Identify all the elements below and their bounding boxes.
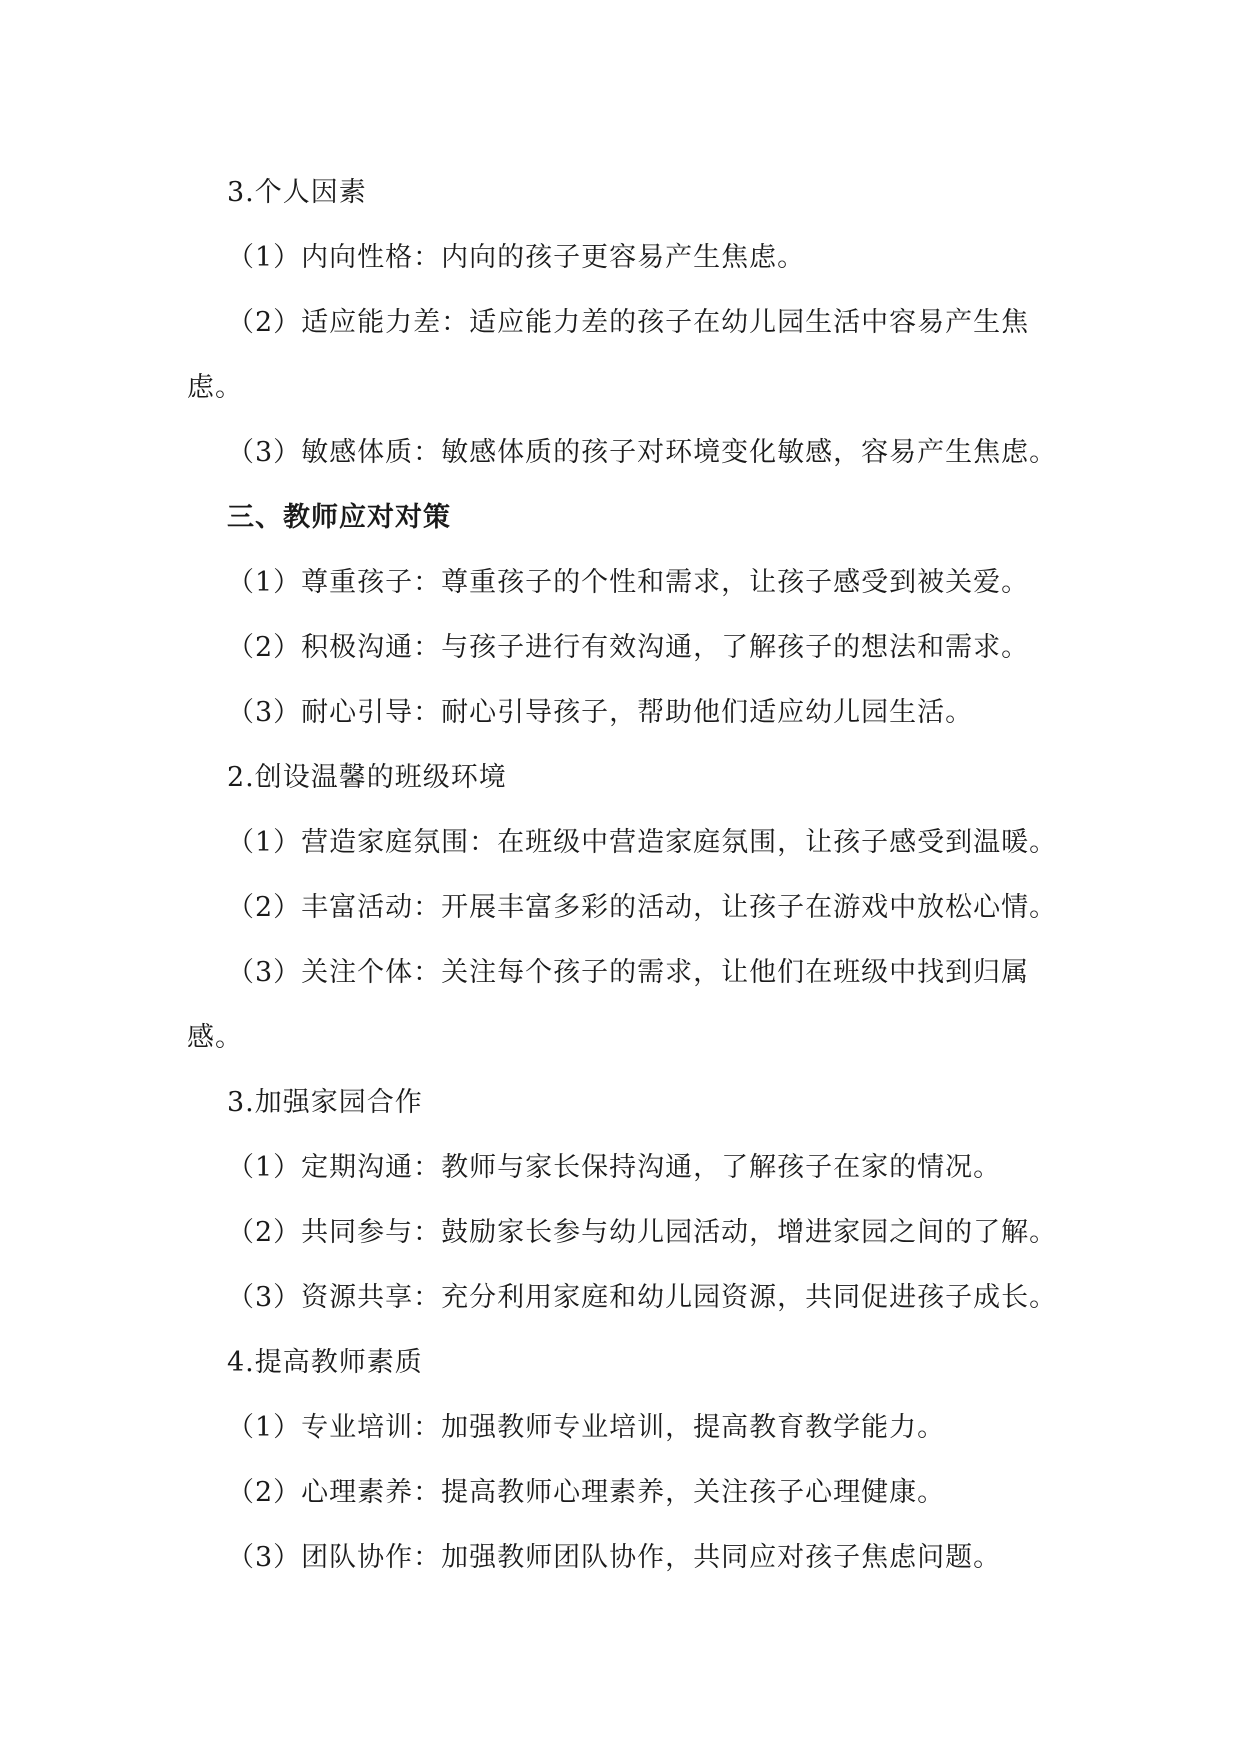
paragraph-patient-guidance: （3）耐心引导：耐心引导孩子，帮助他们适应幼儿园生活。 [227, 697, 974, 728]
paragraph-rich-activities: （2）丰富活动：开展丰富多彩的活动，让孩子在游戏中放松心情。 [227, 892, 1058, 923]
paragraph-respect-children: （1）尊重孩子：尊重孩子的个性和需求，让孩子感受到被关爱。 [227, 567, 1030, 598]
subsection-title-home-school-cooperation: 3.加强家园合作 [227, 1087, 423, 1118]
paragraph-psychological-literacy: （2）心理素养：提高教师心理素养，关注孩子心理健康。 [227, 1477, 946, 1508]
paragraph-focus-on-individuals: （3）关注个体：关注每个孩子的需求，让他们在班级中找到归属 [227, 957, 1030, 988]
subsection-title-teacher-quality: 4.提高教师素质 [227, 1347, 423, 1378]
paragraph-introverted-personality: （1）内向性格：内向的孩子更容易产生焦虑。 [227, 242, 806, 273]
paragraph-sensitive-constitution: （3）敏感体质：敏感体质的孩子对环境变化敏感，容易产生焦虑。 [227, 437, 1058, 468]
subsection-title-warm-class-environment: 2.创设温馨的班级环境 [227, 762, 507, 793]
paragraph-poor-adaptability: （2）适应能力差：适应能力差的孩子在幼儿园生活中容易产生焦 [227, 307, 1030, 338]
paragraph-regular-communication: （1）定期沟通：教师与家长保持沟通，了解孩子在家的情况。 [227, 1152, 1002, 1183]
paragraph-team-collaboration: （3）团队协作：加强教师团队协作，共同应对孩子焦虑问题。 [227, 1542, 1002, 1573]
document-body [187, 160, 1057, 1590]
paragraph-resource-sharing: （3）资源共享：充分利用家庭和幼儿园资源，共同促进孩子成长。 [227, 1282, 1058, 1313]
paragraph-focus-on-individuals-continued: 感。 [187, 1022, 243, 1053]
subsection-title-personal-factors: 3.个人因素 [227, 177, 367, 208]
paragraph-active-communication: （2）积极沟通：与孩子进行有效沟通，了解孩子的想法和需求。 [227, 632, 1030, 663]
paragraph-poor-adaptability-continued: 虑。 [187, 372, 243, 403]
paragraph-joint-participation: （2）共同参与：鼓励家长参与幼儿园活动，增进家园之间的了解。 [227, 1217, 1058, 1248]
paragraph-professional-training: （1）专业培训：加强教师专业培训，提高教育教学能力。 [227, 1412, 946, 1443]
section-heading-teacher-strategies: 三、教师应对对策 [227, 502, 451, 533]
paragraph-family-atmosphere: （1）营造家庭氛围：在班级中营造家庭氛围，让孩子感受到温暖。 [227, 827, 1058, 858]
